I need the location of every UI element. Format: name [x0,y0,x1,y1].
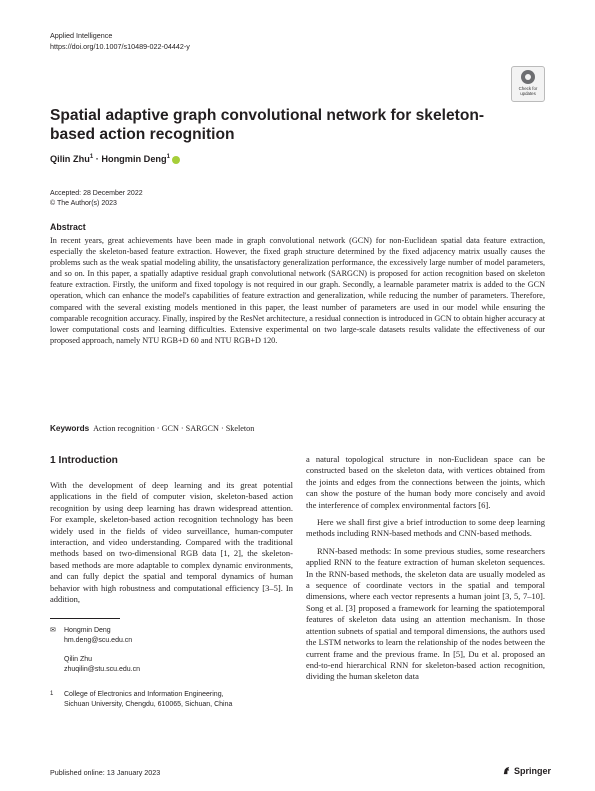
abstract-text: In recent years, great achievements have been made in graph convolutional network (GCN) for non-Euclidean spatial data feature extraction, especially the skeleton-based feature extraction. However, the fixed graph structure determined by the fixed adjacency matrix usually causes the problems such as the weak spatial modeling ability, the unsatisfactory generalization performance, the excessively large number of model parameters, and so on. In this paper, a spatially adaptive residual graph convolutional network (SARGCN) is proposed for action recognition based on skeleton feature extraction. Firstly, the uniform and fixed topology is not required in our graph. Secondly, a learnable parameter matrix is added to the GCN operation, which can enhance the model's capabilities of feature extraction and generalization, while reducing the number of parameters. Therefore, compared with the several existing models mentioned in this paper, the least number of parameters are used in our model while ensuring the comparable recognition accuracy. Finally, inspired by the ResNet architecture, a residual connection is introduced in GCN to obtain higher accuracy at lower computational costs and learning difficulties. Extensive experimental on two large-scale datasets results validate the effectiveness of our proposed approach, namely NTU RGB+D 60 and NTU RGB+D 120. [50,236,545,345]
journal-name: Applied Intelligence [50,31,113,40]
body-paragraph: Here we shall first give a brief introduction to some deep learning methods including RNN-based methods and CNN-based methods. [306,517,545,539]
footnote-divider [50,618,120,619]
crossmark-badge[interactable] [511,66,545,102]
body-paragraph: RNN-based methods: In some previous studies, some researchers applied RNN to the feature extraction of human skeleton sequences. In the RNN-based methods, the skeleton data are usually modeled as a sequence of coordinate vectors in the spatial and temporal dimensions, where each vector represents a human joint [3, 5, 7–10]. Song et al. [3] proposed a framework for learning the spatiotemporal features of skeleton data using an attention mechanism. In those attention subnets of spatial and temporal dimensions, the authors used the LSTM networks to learn the relationship of the nodes between the current frame and the previous frame. In [5], Du et al. proposed an end-to-end hierarchical RNN for skeleton-based action recognition, dividing the human skeleton data [306,545,545,682]
author-list [50,154,180,164]
author-name[interactable]: Qilin Zhu [50,154,90,165]
body-paragraph: With the development of deep learning and its great potential applications in the field of computer vision, skeleton-based action recognition by using deep learning has drawn widespread attention. For example, skeleton-based action recognition technology has been widely used in the fields of video surveillance, human-computer interaction, and video understanding. Compared with the traditional methods based on two-dimensional RGB data [1, 2], the skeleton-based methods are more adaptable to complex dynamic environments, and can fully depict the spatial and temporal dynamics of human behavior with high robustness and computational efficiency [3–5]. In addition, [50,480,293,605]
publisher-logo [502,766,551,776]
envelope-icon: ✉ [50,627,56,634]
paper-title: Spatial adaptive graph convolutional network for skeleton-based action recognition [50,107,485,143]
coauthor-contact [64,655,140,674]
corr-email[interactable]: hm.deng@scu.edu.cn [64,636,133,644]
body-paragraph: a natural topological structure in non-Euclidean space can be constructed based on the skeleton data, with vertices obtained from the joints and edges from the connections between the joints, which can show the posture of the human body more concisely and avoid the interference of complex environmental factors [6]. [306,454,545,510]
article-dates [50,189,143,208]
coauthor-name: Qilin Zhu [64,656,93,663]
corresponding-author [50,626,132,645]
column-left [50,480,293,605]
keywords-label: Keywords [50,424,90,433]
section-heading: 1 Introduction [50,455,118,466]
affiliation-number: 1 [50,691,54,697]
keywords [50,424,254,433]
copyright: © The Author(s) 2023 [50,199,117,207]
published-date: Published online: 13 January 2023 [50,768,161,777]
publisher-name: Springer [514,766,552,776]
affiliation [50,690,232,709]
crossmark-label: Check for updates [518,86,538,96]
doi-link[interactable]: https://doi.org/10.1007/s10489-022-04442-y [50,42,190,51]
keywords-list: Action recognition · GCN · SARGCN · Skeleton [93,424,255,433]
author-name[interactable]: Hongmin Deng [101,154,167,165]
crossmark-icon [521,70,535,84]
orcid-icon[interactable] [172,156,180,164]
affiliation-marker: 1 [89,154,94,160]
column-right [306,454,545,689]
corr-name: Hongmin Deng [64,627,111,634]
abstract-heading: Abstract [50,222,86,232]
author-separator: · [93,154,102,165]
coauthor-email[interactable]: zhuqilin@stu.scu.edu.cn [64,665,140,673]
affiliation-line: Sichuan University, Chengdu, 610065, Sichuan, China [64,700,233,708]
springer-horse-icon [502,766,511,775]
accepted-date: Accepted: 28 December 2022 [50,190,143,197]
affiliation-line: College of Electronics and Information Engineering, [64,691,224,698]
affiliation-marker: 1 [166,154,170,160]
